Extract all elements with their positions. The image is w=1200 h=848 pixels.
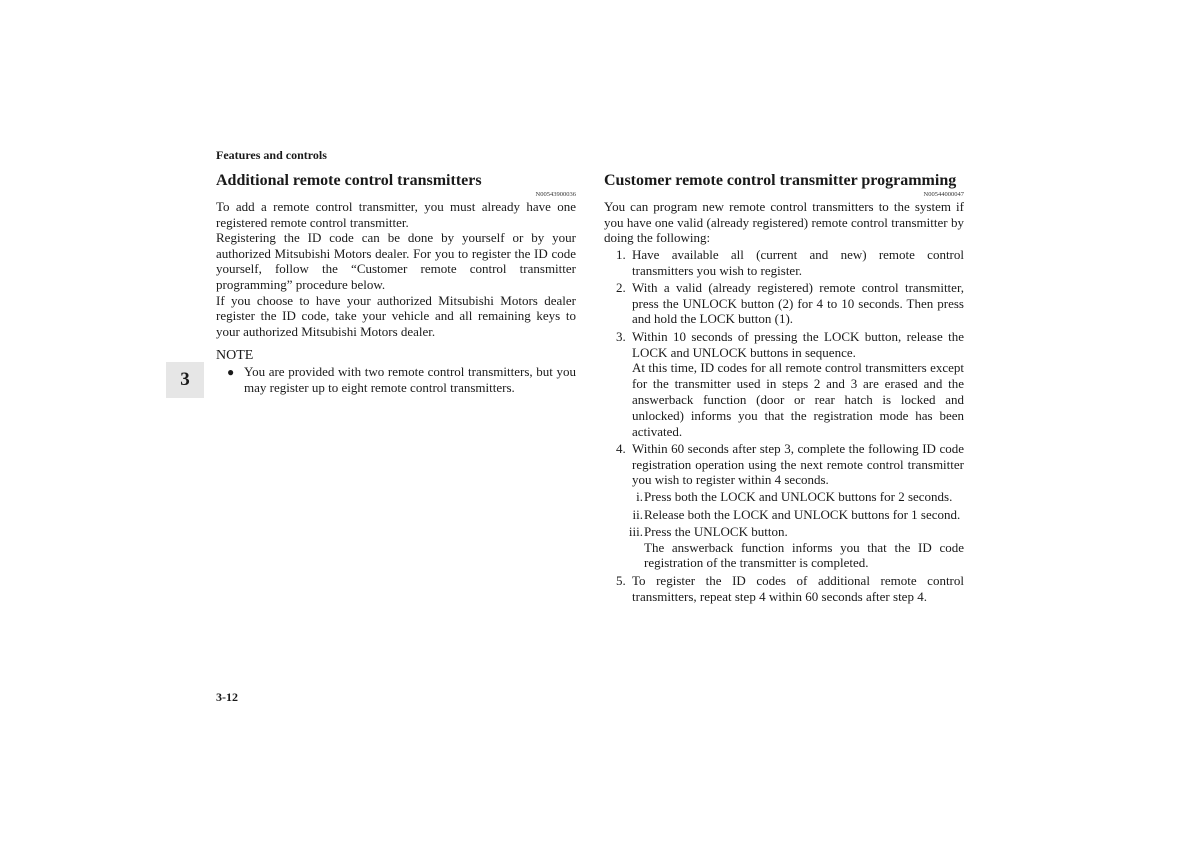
note-title: NOTE xyxy=(216,348,254,364)
substep-i xyxy=(632,489,964,505)
step-extra-text: At this time, ID codes for all remote control transmitters except for the transmitter used in steps 2 and 3 are erased and the answerback function (door or rear hatch is locked and unlocked) informs you that the registration mode has been activated. xyxy=(632,360,964,439)
note-bullet-text: You are provided with two remote control transmitters, but you may register up to eight remote control transmitters. xyxy=(244,364,576,396)
left-paragraph-3: If you choose to have your authorized Mitsubishi Motors dealer register the ID code, take your vehicle and all remaining keys to your authorized Mitsubishi Motors dealer. xyxy=(216,292,576,339)
bullet-icon: ● xyxy=(227,365,235,380)
substep-extra-text: The answerback function informs you that the ID code registration of the transmitter is completed. xyxy=(644,539,964,571)
steps-list xyxy=(604,247,964,605)
step-number: 3. xyxy=(616,328,626,344)
step-number: 2. xyxy=(616,279,626,295)
right-doc-code: N00544000047 xyxy=(923,191,964,198)
step-1 xyxy=(604,247,964,279)
substep-number: ii. xyxy=(632,506,643,522)
step-text: Have available all (current and new) remote control transmitters you wish to register. xyxy=(632,246,964,278)
substep-iii xyxy=(628,523,964,571)
right-column xyxy=(604,172,964,606)
step-3 xyxy=(604,329,964,440)
step-2 xyxy=(604,280,964,327)
step-5 xyxy=(604,573,964,605)
substeps-list xyxy=(628,489,964,571)
left-paragraph-2: Registering the ID code can be done by yourself or by your authorized Mitsubishi Motors dealer. For you to register the ID code yourself, follow the “Customer remote control transmitter programming” procedure below. xyxy=(216,230,576,292)
chapter-tab xyxy=(166,362,204,398)
substep-number: iii. xyxy=(628,523,643,539)
left-doc-code: N00543900036 xyxy=(535,191,576,198)
right-section-title: Customer remote control transmitter programming xyxy=(604,172,957,189)
page-number: 3-12 xyxy=(216,690,238,704)
substep-text: Press the UNLOCK button. xyxy=(644,523,788,539)
chapter-number: 3 xyxy=(180,369,190,390)
right-intro: You can program new remote control transmitters to the system if you have one valid (already registered) remote control transmitter by doing the following: xyxy=(604,199,964,246)
step-number: 5. xyxy=(616,572,626,588)
step-number: 1. xyxy=(616,246,626,262)
step-text: To register the ID codes of additional remote control transmitters, repeat step 4 within 60 seconds after step 4. xyxy=(632,572,964,604)
note-bullet xyxy=(216,364,576,396)
substep-ii xyxy=(632,507,964,523)
step-text: With a valid (already registered) remote control transmitter, press the UNLOCK button (2) for 4 to 10 seconds. Then press and hold the LOCK button (1). xyxy=(632,279,964,327)
substep-number: i. xyxy=(636,489,643,505)
substep-text: Release both the LOCK and UNLOCK buttons for 1 second. xyxy=(644,506,961,522)
left-column xyxy=(216,172,576,396)
left-section-title: Additional remote control transmitters xyxy=(216,172,482,189)
step-number: 4. xyxy=(616,440,626,456)
step-text: Within 10 seconds of pressing the LOCK button, release the LOCK and UNLOCK buttons in sequence. xyxy=(632,328,964,360)
substep-text: Press both the LOCK and UNLOCK buttons for 2 seconds. xyxy=(644,489,953,505)
step-text: Within 60 seconds after step 3, complete the following ID code registration operation using the next remote control transmitter you wish to register within 4 seconds. xyxy=(632,440,964,488)
step-4 xyxy=(604,441,964,571)
left-paragraph-1: To add a remote control transmitter, you must already have one registered remote control transmitter. xyxy=(216,199,576,230)
section-header: Features and controls xyxy=(216,148,327,162)
